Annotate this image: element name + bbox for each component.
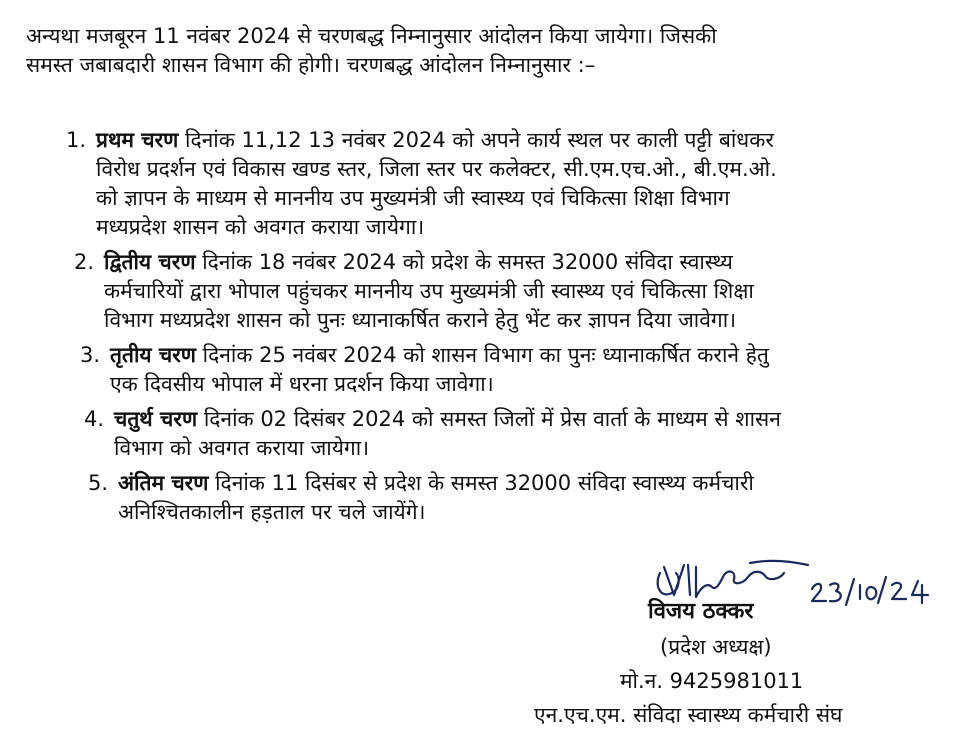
list-item xyxy=(65,126,964,242)
item-line: विभाग को अवगत कराया जायेगा। xyxy=(114,436,370,460)
signatory-mobile-text: मो.न. 9425981011 xyxy=(620,669,804,693)
list-item xyxy=(79,341,964,399)
item-line: एक दिवसीय भोपाल में धरना प्रदर्शन किया जावेगा। xyxy=(110,372,494,396)
organization-name: एन.एच.एम. संविदा स्वास्थ्य कर्मचारी संघ xyxy=(534,703,843,727)
signatory-name: विजय ठक्कर xyxy=(648,599,754,624)
signature-block xyxy=(534,555,960,745)
phase-heading: चतुर्थ चरण xyxy=(114,407,198,431)
item-text xyxy=(104,248,964,277)
item-number: 3. xyxy=(79,343,100,367)
intro-paragraph xyxy=(26,22,956,80)
item-line: मध्यप्रदेश शासन को अवगत कराया जायेगा। xyxy=(96,215,425,239)
intro-line: अन्यथा मजबूरन 11 नवंबर 2024 से चरणबद्ध निम्नानुसार आंदोलन किया जायेगा। जिसकी xyxy=(26,24,717,48)
item-text xyxy=(118,469,964,498)
phase-heading: अंतिम चरण xyxy=(118,471,209,495)
intro-line: समस्त जबाबदारी शासन विभाग की होगी। चरणबद्ध आंदोलन निम्नानुसार :– xyxy=(26,53,596,77)
item-line: विरोध प्रदर्शन एवं विकास खण्ड स्तर, जिला स्तर पर कलेक्टर, सी.एम.एच.ओ., बी.एम.ओ. xyxy=(96,157,777,181)
item-number: 4. xyxy=(83,407,104,431)
item-number: 5. xyxy=(87,471,108,495)
item-number: 1. xyxy=(65,128,86,152)
signatory-role xyxy=(660,633,772,662)
signatory-mobile xyxy=(620,667,803,696)
item-line: दिनांक 18 नवंबर 2024 को प्रदेश के समस्त 32000 संविदा स्वास्थ्य xyxy=(195,250,733,274)
item-line: कर्मचारियों द्वारा भोपाल पहुंचकर माननीय उप मुख्यमंत्री जी स्वास्थ्य एवं चिकित्सा शिक्षा xyxy=(104,279,754,303)
signatory-role-text: (प्रदेश अध्यक्ष) xyxy=(660,635,772,659)
item-line: को ज्ञापन के माध्यम से माननीय उप मुख्यमंत्री जी स्वास्थ्य एवं चिकित्सा शिक्षा विभाग xyxy=(96,186,730,210)
list-item xyxy=(87,469,964,527)
phase-heading: तृतीय चरण xyxy=(110,343,196,367)
list-item xyxy=(83,405,964,463)
list-item xyxy=(73,248,964,335)
item-line: विभाग मध्यप्रदेश शासन को पुनः ध्यानाकर्षित कराने हेतु भेंट कर ज्ञापन दिया जावेगा। xyxy=(104,308,737,332)
phase-heading: द्वितीय चरण xyxy=(104,250,196,274)
item-number: 2. xyxy=(73,250,94,274)
item-text xyxy=(110,341,964,370)
phase-list xyxy=(0,126,980,527)
item-line: दिनांक 11 दिसंबर से प्रदेश के समस्त 32000 संविदा स्वास्थ्य कर्मचारी xyxy=(208,471,754,495)
item-text xyxy=(96,126,964,155)
item-line: दिनांक 25 नवंबर 2024 को शासन विभाग का पुनः ध्यानाकर्षित कराने हेतु xyxy=(195,343,769,367)
item-text xyxy=(114,405,964,434)
item-line: दिनांक 11,12 13 नवंबर 2024 को अपने कार्य स्थल पर काली पट्टी बांधकर xyxy=(178,128,774,152)
item-line: दिनांक 02 दिसंबर 2024 को समस्त जिलों में प्रेस वार्ता के माध्यम से शासन xyxy=(197,407,781,431)
item-line: अनिश्चितकालीन हड़ताल पर चले जायेंगे। xyxy=(118,500,426,524)
phase-heading: प्रथम चरण xyxy=(96,128,179,152)
